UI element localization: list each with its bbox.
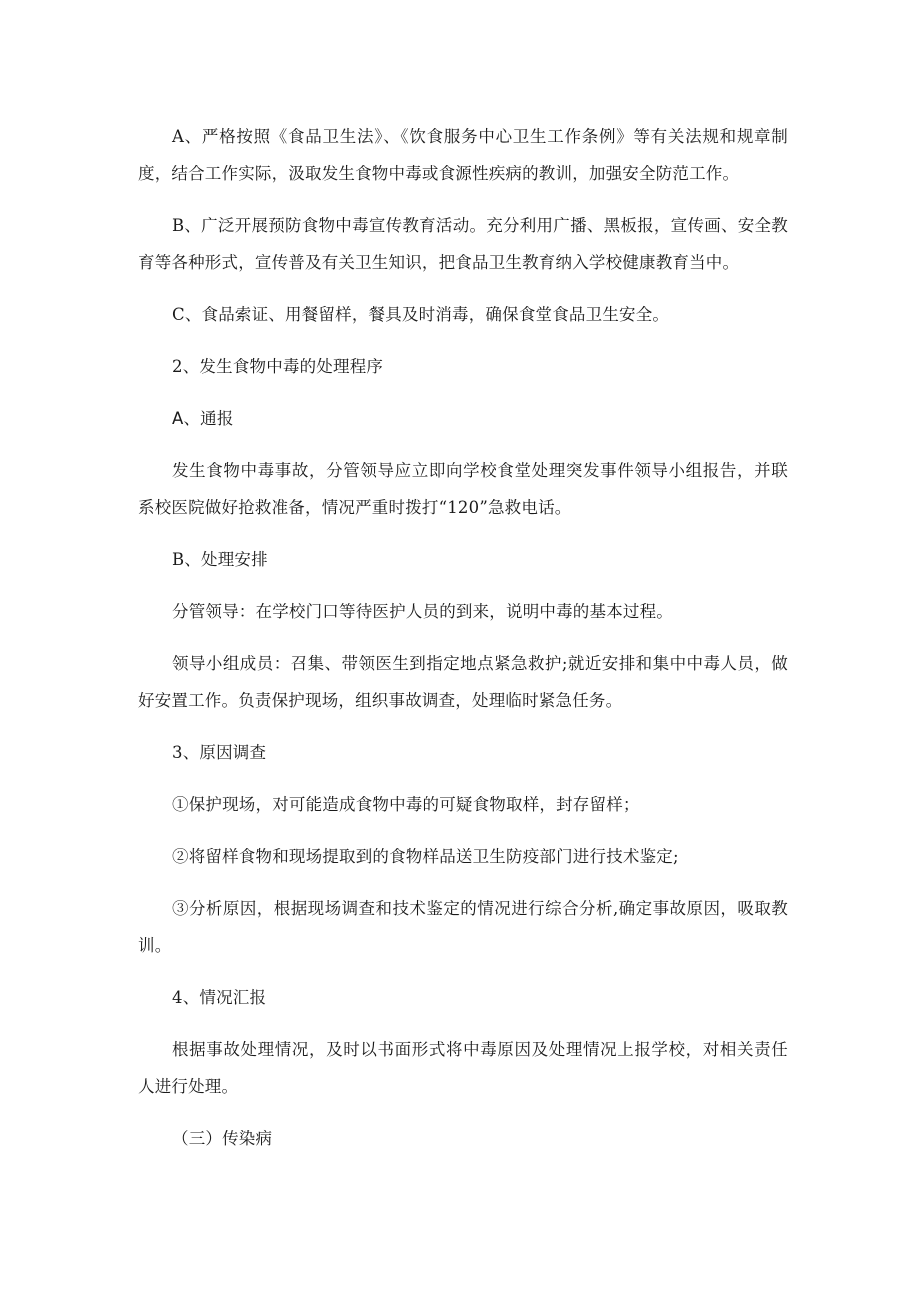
- heading-cause-investigation: 3、原因调查: [172, 743, 267, 762]
- paragraph-investigation-1: ①保护现场，对可能造成食物中毒的可疑食物取样，封存留样；: [172, 795, 640, 814]
- heading-report: 4、情况汇报: [172, 988, 267, 1007]
- paragraph-prevention-b: B、广泛开展预防食物中毒宣传教育活动。充分利用广播、黑板报，宣传画、安全教育等各种形式，宣传普及有关卫生知识，把食品卫生教育纳入学校健康教育当中。: [138, 216, 788, 272]
- paragraph-prevention-c: C、食品索证、用餐留样，餐具及时消毒，确保食堂食品卫生安全。: [172, 305, 670, 324]
- heading-arrangement: B、处理安排: [172, 550, 268, 569]
- paragraph-investigation-3: ③分析原因，根据现场调查和技术鉴定的情况进行综合分析,确定事故原因，吸取教训。: [138, 899, 788, 955]
- paragraph-prevention-a: A、严格按照《食品卫生法》、《饮食服务中心卫生工作条例》等有关法规和规章制度，结合工作实际，汲取发生食物中毒或食源性疾病的教训，加强安全防范工作。: [138, 127, 788, 183]
- paragraph-leader-duty: 分管领导：在学校门口等待医护人员的到来，说明中毒的基本过程。: [172, 602, 673, 621]
- document-page: [138, 118, 788, 1172]
- heading-handling-procedure: 2、发生食物中毒的处理程序: [172, 357, 384, 376]
- paragraph-report: 根据事故处理情况，及时以书面形式将中毒原因及处理情况上报学校，对相关责任人进行处理。: [138, 1040, 788, 1096]
- heading-notification: A、通报: [172, 409, 234, 428]
- paragraph-group-duty: 领导小组成员：召集、带领医生到指定地点紧急救护;就近安排和集中中毒人员，做好安置工作。负责保护现场，组织事故调查，处理临时紧急任务。: [138, 654, 788, 710]
- paragraph-notification: 发生食物中毒事故，分管领导应立即向学校食堂处理突发事件领导小组报告，并联系校医院做好抢救准备，情况严重时拨打“120”急救电话。: [138, 461, 788, 517]
- heading-infectious-disease: （三）传染病: [172, 1129, 273, 1148]
- paragraph-investigation-2: ②将留样食物和现场提取到的食物样品送卫生防疫部门进行技术鉴定;: [172, 847, 679, 866]
